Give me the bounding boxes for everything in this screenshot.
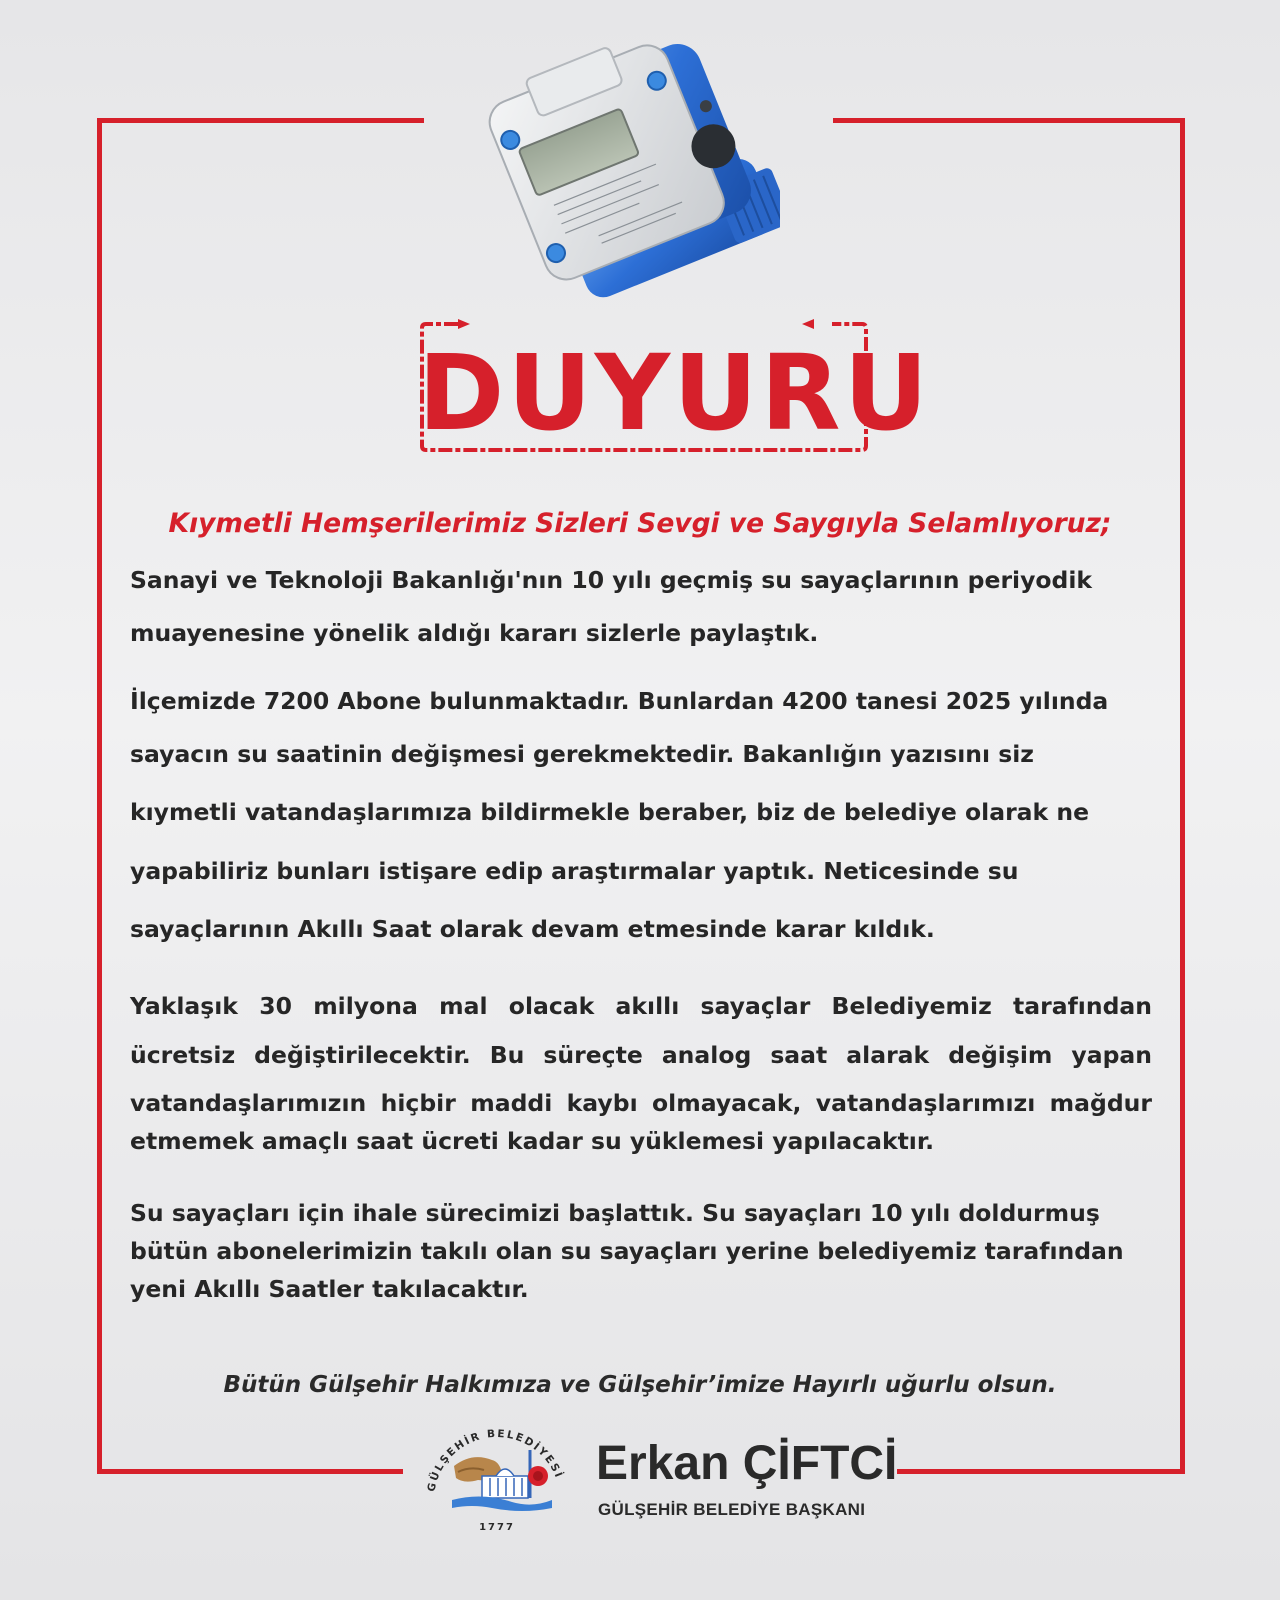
paragraph-3-line: ücretsiz değiştirilecektir. Bu süreçte analog saat alarak değişim yapan	[130, 1041, 1152, 1069]
paragraph-2-line: kıymetli vatandaşlarımıza bildirmekle beraber, biz de belediye olarak ne	[130, 798, 1090, 826]
svg-text:1777: 1777	[479, 1522, 515, 1533]
paragraph-3-line: Yaklaşık 30 milyona mal olacak akıllı sayaçlar Belediyemiz tarafından	[130, 992, 1152, 1020]
municipality-seal-icon	[412, 1422, 582, 1534]
paragraph-2-line: sayacın su saatinin değişmesi gerekmektedir. Bakanlığın yazısını siz	[130, 740, 1034, 768]
paragraph-4-line: bütün abonelerimizin takılı olan su sayaçları yerine belediyemiz tarafından	[130, 1237, 1124, 1265]
paragraph-1-line: muayenesine yönelik aldığı kararı sizlerle paylaştık.	[130, 619, 819, 647]
signature-name: Erkan ÇİFTCİ	[596, 1437, 898, 1490]
paragraph-2-line: İlçemizde 7200 Abone bulunmaktadır. Bunlardan 4200 tanesi 2025 yılında	[130, 687, 1109, 715]
frame-left	[97, 118, 102, 1474]
stamp-title: DUYURU	[418, 332, 932, 454]
greeting-heading: Kıymetli Hemşerilerimiz Sizleri Sevgi ve Saygıyla Selamlıyoruz;	[168, 508, 1112, 539]
closing-message: Bütün Gülşehir Halkımıza ve Gülşehir’imize Hayırlı uğurlu olsun.	[223, 1372, 1057, 1398]
announcement-stamp	[418, 318, 932, 468]
water-meter-image	[480, 30, 780, 320]
paragraph-4-line: Su sayaçları için ihale sürecimizi başlattık. Su sayaçları 10 yılı doldurmuş	[130, 1199, 1100, 1227]
paragraph-2-line: sayaçlarının Akıllı Saat olarak devam etmesinde karar kıldık.	[130, 915, 935, 943]
frame-top-left	[97, 118, 424, 123]
frame-top-right	[833, 118, 1185, 123]
paragraph-3-line: vatandaşlarımızın hiçbir maddi kaybı olmayacak, vatandaşlarımızı mağdur	[130, 1089, 1152, 1117]
paragraph-4-line: yeni Akıllı Saatler takılacaktır.	[130, 1275, 529, 1303]
frame-right	[1180, 118, 1185, 1474]
svg-text:GÜLŞEHİR BELEDİYESİ: GÜLŞEHİR BELEDİYESİ	[425, 1427, 566, 1493]
signature-title: GÜLŞEHİR BELEDİYE BAŞKANI	[598, 1500, 866, 1519]
frame-bottom-left	[97, 1469, 403, 1474]
frame-bottom-right	[897, 1469, 1185, 1474]
paragraph-2-line: yapabiliriz bunları istişare edip araştırmalar yaptık. Neticesinde su	[130, 857, 1019, 885]
paragraph-3-line: etmemek amaçlı saat ücreti kadar su yüklemesi yapılacaktır.	[130, 1127, 935, 1155]
paragraph-1-line: Sanayi ve Teknoloji Bakanlığı'nın 10 yılı geçmiş su sayaçlarının periyodik	[130, 566, 1093, 594]
